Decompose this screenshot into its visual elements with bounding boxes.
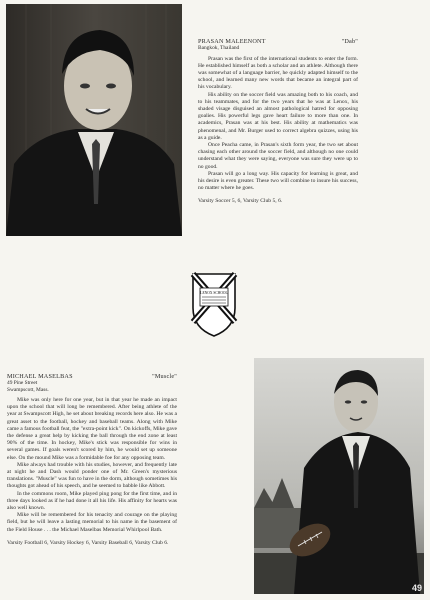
bio-paragraph: In the commons room, Mike played ping pong for the first time, and in three days looked as if he had done it all his life. His affinity for hearts was also well known. — [7, 490, 177, 512]
city: Swampscott, Mass. — [7, 386, 49, 393]
hometown: Bangkok, Thailand — [198, 45, 240, 52]
bio-maselbas — [7, 373, 177, 547]
street-address: 49 Pine Street — [7, 380, 38, 387]
portrait-prasan — [6, 4, 182, 236]
page-number: 49 — [411, 583, 422, 593]
student-nickname: "Dab" — [341, 38, 358, 45]
bio-paragraph: His ability on the soccer field was amazing both to his coach, and to his teammates, and for the two years that he was at Lenox, his shaded visage disguised an almost pathological hatred for opposing goalies. His powerful legs gave heart failure to more than one. In academics, Prasan was at his best. His ability at mathematics was phenomenal, and Mr. Burger used to correct algebra quizzes, using his as a guide. — [198, 91, 358, 141]
name-header — [198, 38, 358, 45]
student-name: MICHAEL MASELBAS — [7, 373, 73, 380]
bio-paragraph: Mike was only here for one year, but in that year he made an impact upon the school that will long be remembered. After being athlete of the year at Swampscott High, he set about breaking records here also. He was a great asset to the football, hockey and baseball teams. Along with Mike came a famous football feat, the "extra-point kick". On kickoffs, Mike gave the defense a great help by kicking the ball through the end zone at least 90% of the time. In hockey, Mike's stick was responsible for wins in several games. If goals weren't scored by him, he would set up someone else. On the mound Mike was a formidable foe for any opposing team. — [7, 397, 177, 461]
activities: Varsity Football 6, Varsity Hockey 6, Varsity Baseball 6, Varsity Club 6. — [7, 539, 169, 546]
crest-text: LENOX SCHOOL — [200, 291, 228, 295]
name-header — [7, 373, 177, 380]
school-crest — [190, 272, 238, 338]
portrait-michael — [254, 358, 424, 594]
bio-paragraph: Once Peacha came, in Prasan's sixth form year, the two set about chasing each other around the soccer field, and although no one could understand what they were saying, everyone was sure they were up to no good. — [198, 142, 358, 170]
activities: Varsity Soccer 5, 6, Varsity Club 5, 6. — [198, 198, 283, 205]
student-name: PRASAN MALEENONT — [198, 38, 266, 45]
bio-paragraph: Prasan will go a long way. His capacity for learning is great, and his desire is even greater. These two will combine to insure his success, no matter where he goes. — [198, 170, 358, 192]
bio-paragraph: Mike will be remembered for his tenacity and courage on the playing field, but he will leave a lasting memorial to his name in the basement of the Field House . . . the Michael Maselbas Memorial Whirlpool Bath. — [7, 512, 177, 533]
bio-paragraph: Mike always had trouble with his studies, however, and frequently late at night he and Dash would ponder one of Mr. Green's mysterious translations. "Muscle" was fun to have in the dorm, although sometimes his thoughts got ahead of his speech, and he seemed to babble like Abbott. — [7, 461, 177, 490]
student-nickname: "Muscle" — [152, 373, 177, 380]
bio-prasan — [198, 38, 358, 206]
bio-paragraph: Prasan was the first of the international students to enter the form. He established himself as both a scholar and an athlete. Although there was somewhat of a language barrier, he quickly adapted himself to the school, and learned many new words that became an integral part of his vocabulary. — [198, 55, 358, 91]
